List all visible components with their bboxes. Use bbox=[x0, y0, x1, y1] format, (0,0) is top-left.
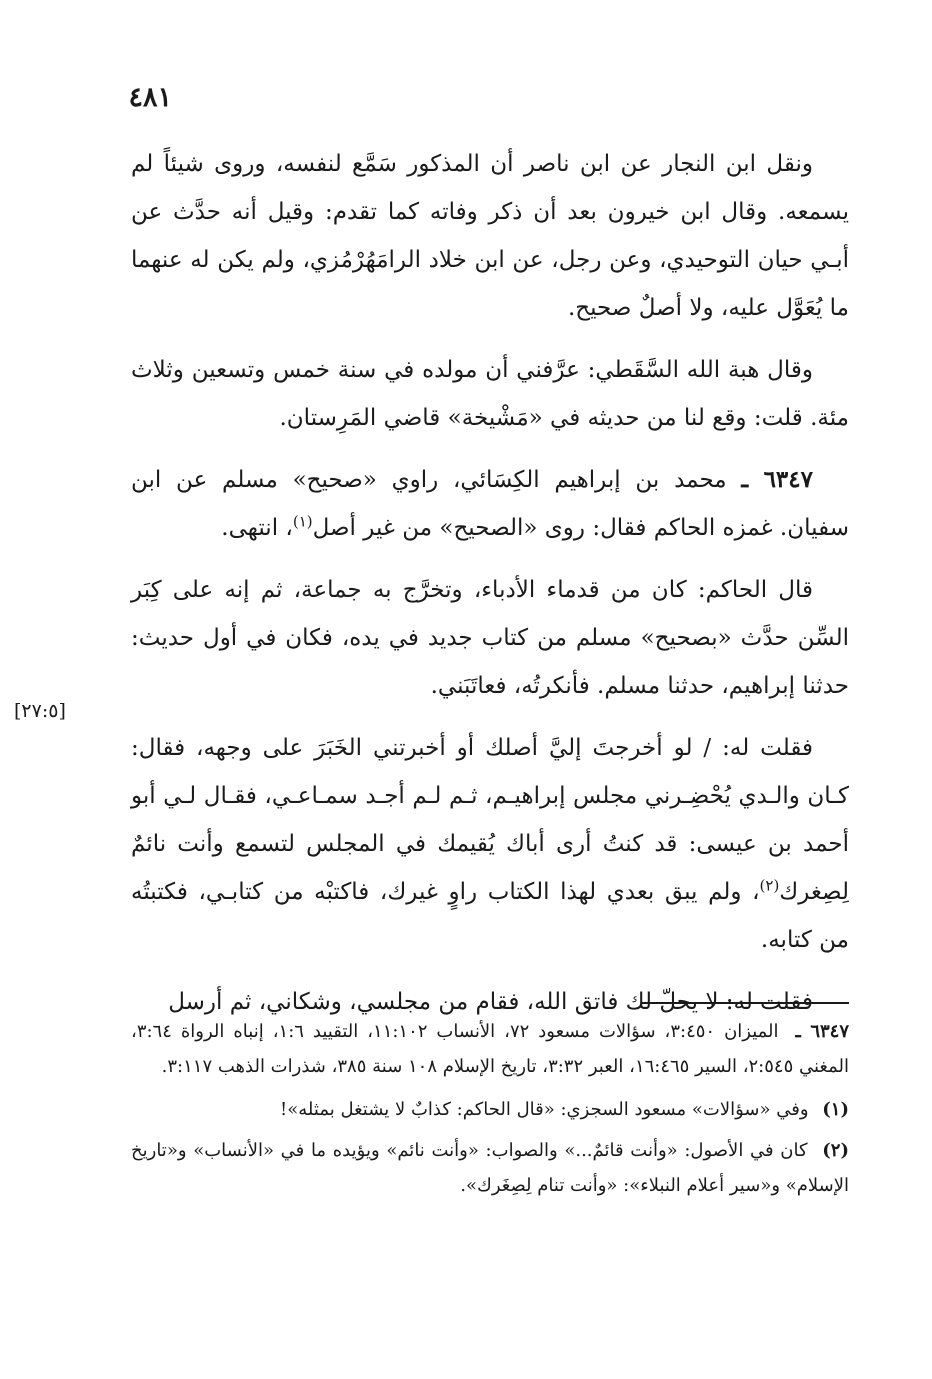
footnote-divider bbox=[641, 1002, 849, 1004]
paragraph: قال الحاكم: كان من قدماء الأدباء، وتخرَّج به جماعة، ثم إنه على كِبَر السِّن حدَّث «بصحيح» مسلم من كتاب جديد في يده، فكان في أول حديث: حدثنا إبراهيم، حدثنا مسلم. فأنكرتُه، فعاتَبَني. bbox=[131, 577, 849, 699]
paragraph-with-note bbox=[131, 724, 849, 964]
footnotes bbox=[131, 1014, 849, 1209]
page-number: ٤٨١ bbox=[128, 82, 172, 113]
paragraph-tail: ، ولم يبق بعدي لهذا الكتاب راوٍ غيرك، فاكتبْه من كتابـي، فكتبتُه من كتابه. bbox=[131, 879, 849, 953]
footnote-ref: (١) bbox=[292, 512, 313, 531]
footnote-text: كان في الأصول: «وأنت قائمٌ...» والصواب: «وأنت نائم» ويؤيده ما في «الأنساب» و«تاريخ الإسلام» و«سير أعلام النبلاء»: «وأنت تنام لِصِغَرك». bbox=[131, 1140, 849, 1196]
entry-text: محمد بن إبراهيم الكِسَائي، راوي «صحيح» مسلم عن ابن سفيان. غمزه الحاكم فقال: روى «الصحيح» من غير أصل bbox=[131, 467, 849, 541]
footnote-ref: (٢) bbox=[759, 876, 780, 895]
footnote-entry-number: ٦٣٤٧ ـ bbox=[795, 1021, 849, 1042]
paragraph-text: فقلت له: / لو أخرجتَ إليَّ أصلك أو أخبرتني الخَبَرَ على وجهه، فقال: كـان والـدي يُحْضِـرني مجلس إبراهيـم، ثـم لـم أجـد سمـاعـي، فقـال لـي أبو أحمد بن عيسى: قد كنتُ أرى أباك يُقيمك في المجلس لتسمع وأنت نائمٌ لِصِغرك bbox=[131, 735, 849, 905]
entry-number: ٦٣٤٧ ـ bbox=[741, 466, 813, 493]
footnote-text: وفي «سؤالات» مسعود السجزي: «قال الحاكم: كذابٌ لا يشتغل بمثله»! bbox=[280, 1099, 809, 1120]
footnote-mark: (١) bbox=[822, 1099, 849, 1120]
paragraph: ونقل ابن النجار عن ابن ناصر أن المذكور سَمَّع لنفسه، وروى شيئاً لم يسمعه. وقال ابن خيرون بعد أن ذكر وفاته كما تقدم: وقيل أنه حدَّث عن أبـي حيان التوحيدي، وعن رجل، عن ابن خلاد الرامَهُرْمُزي، ولم يكن له عنهما ما يُعَوَّل عليه، ولا أصلٌ صحيح. bbox=[131, 151, 849, 321]
footnote-sources-text: الميزان ٣:٤٥٠، سؤالات مسعود ٧٢، الأنساب ١١:١٠٢، التقييد ١:٦، إنباه الرواة ٣:٦٤، المغني ٢:٥٤٥، السير ١٦:٤٦٥، العبر ٣:٣٢، تاريخ الإسلام ١٠٨ سنة ٣٨٥، شذرات الذهب ٣:١١٧. bbox=[131, 1021, 849, 1077]
footnote-sources bbox=[131, 1014, 849, 1084]
entry-tail: ، انتهى. bbox=[221, 515, 293, 541]
margin-page-marker: [٢٧:٥] bbox=[14, 700, 66, 722]
paragraph: فقلت له: لا يحلّ لك فاتق الله، فقام من مجلسي، وشكاني، ثم أرسل bbox=[168, 989, 813, 1015]
paragraph: وقال هبة الله السَّقَطي: عرَّفني أن مولده في سنة خمس وتسعين وثلاث مئة. قلت: وقع لنا من حديثه في «مَشْيخة» قاضي المَرِستان. bbox=[131, 357, 849, 431]
footnote-mark: (٢) bbox=[822, 1140, 849, 1161]
footnote-1 bbox=[131, 1092, 849, 1127]
footnote-2 bbox=[131, 1133, 849, 1203]
main-text bbox=[131, 140, 849, 1040]
entry-paragraph bbox=[131, 456, 849, 552]
